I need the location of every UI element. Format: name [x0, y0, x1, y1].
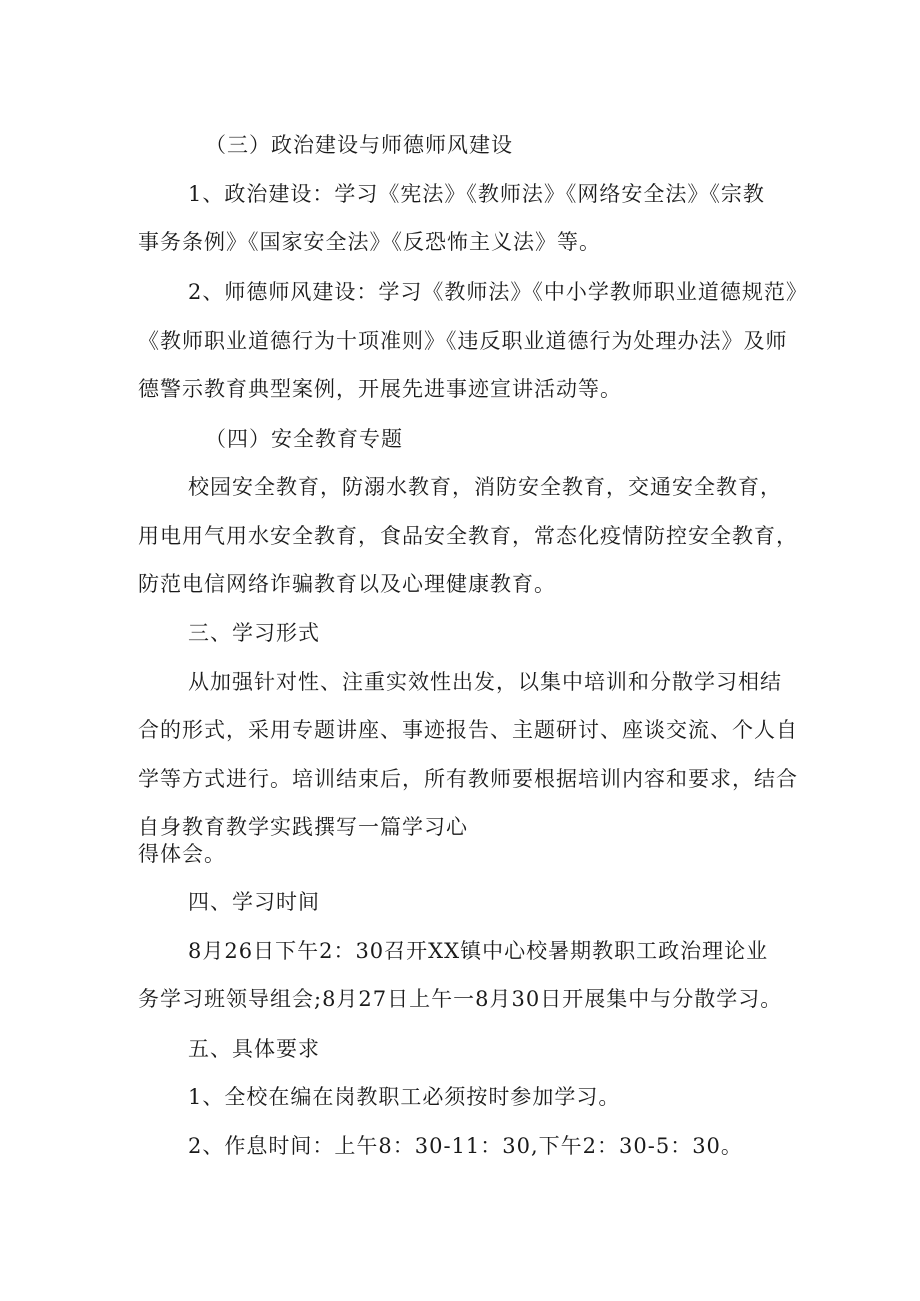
paragraph-line: 防范电信网络诈骗教育以及心理健康教育。	[138, 572, 556, 596]
paragraph-line: 事务条例》《国家安全法》《反恐怖主义法》等。	[138, 230, 601, 254]
section-heading-study-format: 三、学习形式	[188, 621, 320, 645]
paragraph-line: 2、师德师风建设：学习《教师法》《中小学教师职业道德规范》	[188, 280, 808, 304]
paragraph-line: 2、作息时间：上午8：30-11：30,下午2：30-5：30。	[188, 1134, 743, 1158]
section-heading-study-time: 四、学习时间	[188, 890, 320, 914]
paragraph-line: 务学习班领导组会;8月27日上午一8月30日开展集中与分散学习。	[138, 987, 783, 1011]
section-heading-requirements: 五、具体要求	[188, 1037, 320, 1061]
paragraph-line: 校园安全教育，防溺水教育，消防安全教育，交通安全教育，	[188, 475, 782, 499]
paragraph-line: 1、全校在编在岗教职工必须按时参加学习。	[188, 1085, 621, 1109]
paragraph-line: 用电用气用水安全教育，食品安全教育，常态化疫情防控安全教育，	[138, 524, 798, 548]
paragraph-line: 学等方式进行。培训结束后，所有教师要根据培训内容和要求，结合	[138, 767, 798, 791]
paragraph-line: 合的形式，采用专题讲座、事迹报告、主题研讨、座谈交流、个人自	[138, 718, 798, 742]
paragraph-line: 得体会。	[138, 842, 226, 866]
paragraph-line: 自身教育教学实践撰写一篇学习心	[138, 815, 468, 839]
section-heading-politics-ethics: （三）政治建设与师德师风建设	[205, 133, 513, 157]
section-heading-safety: （四）安全教育专题	[205, 427, 403, 451]
paragraph-line: 从加强针对性、注重实效性出发，以集中培训和分散学习相结	[188, 670, 782, 694]
paragraph-line: 《教师职业道德行为十项准则》《违反职业道德行为处理办法》及师	[138, 329, 788, 353]
paragraph-line: 1、政治建设：学习《宪法》《教师法》《网络安全法》《宗教	[188, 182, 765, 206]
paragraph-line: 8月26日下午2：30召开XX镇中心校暑期教职工政治理论业	[188, 939, 769, 963]
paragraph-line: 德警示教育典型案例，开展先进事迹宣讲活动等。	[138, 377, 622, 401]
